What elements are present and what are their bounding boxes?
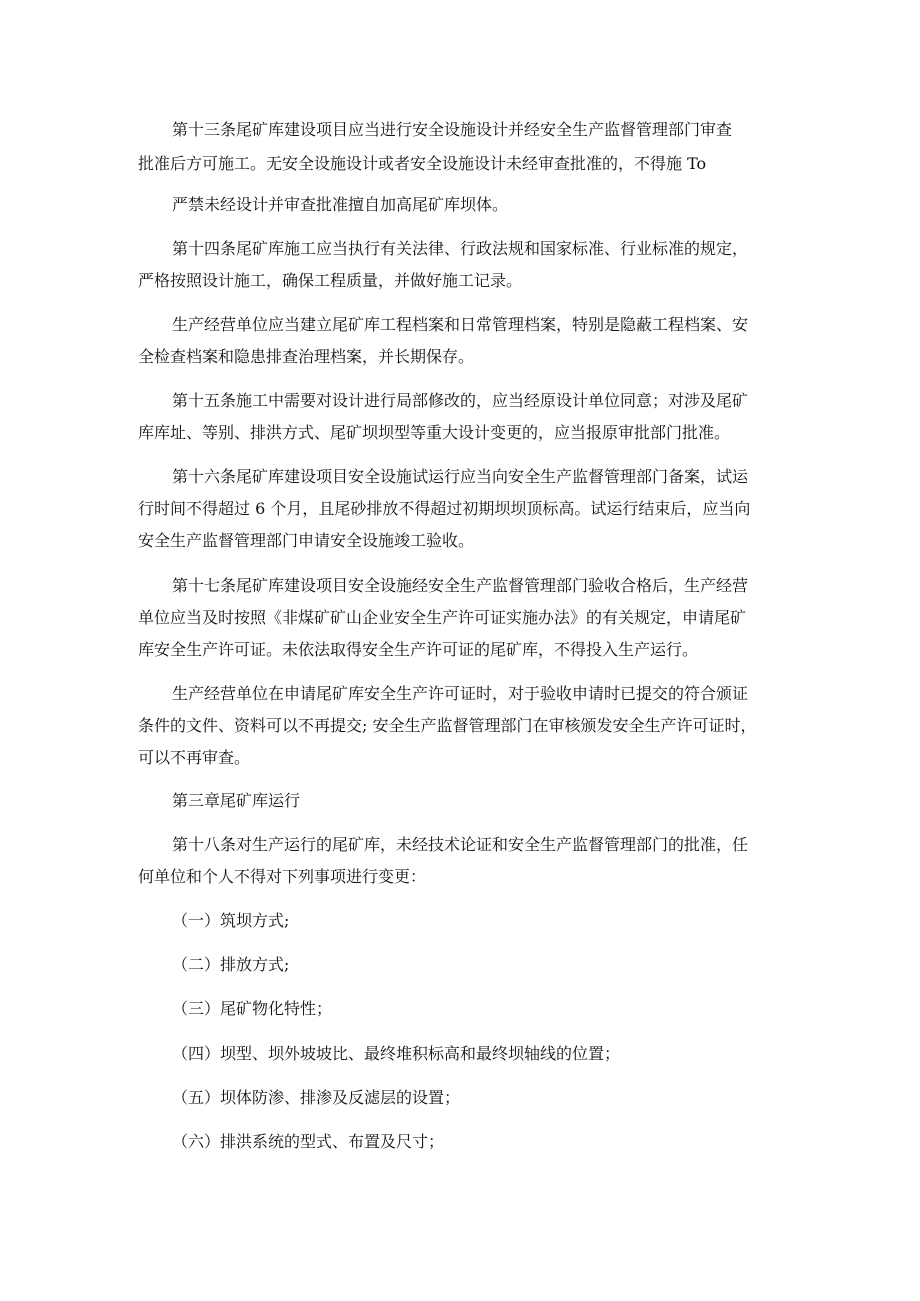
- paragraph-line: 第十七条尾矿库建设项目安全设施经安全生产监督管理部门验收合格后，生产经营: [172, 576, 749, 595]
- chapter-heading: 第三章尾矿库运行: [172, 791, 301, 810]
- paragraph-line: 第十八条对生产运行的尾矿库，未经技术论证和安全生产监督管理部门的批准，任: [172, 835, 749, 854]
- list-item: （三）尾矿物化特性；: [172, 999, 333, 1018]
- list-item: （六）排洪系统的型式、布置及尺寸；: [172, 1132, 445, 1151]
- paragraph-line: 严禁未经设计并审查批准擅自加高尾矿库坝体。: [172, 195, 509, 214]
- paragraph-line: 批准后方可施工。无安全设施设计或者安全设施设计未经审查批准的，不得施 To: [138, 154, 707, 173]
- list-item: （一）筑坝方式;: [172, 911, 290, 930]
- paragraph-line: 何单位和个人不得对下列事项进行变更：: [138, 867, 427, 886]
- paragraph-line: 第十五条施工中需要对设计进行局部修改的，应当经原设计单位同意；对涉及尾矿: [172, 391, 749, 410]
- paragraph-line: 严格按照设计施工，确保工程质量，并做好施工记录。: [138, 271, 523, 290]
- paragraph-line: 库安全生产许可证。未依法取得安全生产许可证的尾矿库，不得投入生产运行。: [138, 640, 699, 659]
- paragraph-line: 安全生产监督管理部门申请安全设施竣工验收。: [138, 531, 475, 550]
- paragraph-line: 可以不再审查。: [138, 748, 251, 767]
- paragraph-line: 单位应当及时按照《非煤矿矿山企业安全生产许可证实施办法》的有关规定，申请尾矿: [138, 608, 747, 627]
- paragraph-line: 条件的文件、资料可以不再提交; 安全生产监督管理部门在审核颁发安全生产许可证时，: [138, 716, 757, 735]
- paragraph-line: 第十三条尾矿库建设项目应当进行安全设施设计并经安全生产监督管理部门审查: [172, 120, 733, 139]
- list-item: （二）排放方式;: [172, 955, 290, 974]
- paragraph-line: 第十四条尾矿库施工应当执行有关法律、行政法规和国家标准、行业标准的规定，: [172, 239, 749, 258]
- list-item: （五）坝体防渗、排渗及反滤层的设置；: [172, 1088, 461, 1107]
- paragraph-line: 行时间不得超过 6 个月，且尾砂排放不得超过初期坝坝顶标高。试运行结束后，应当向: [138, 499, 751, 518]
- paragraph-line: 生产经营单位在申请尾矿库安全生产许可证时，对于验收申请时已提交的符合颁证: [172, 684, 749, 703]
- paragraph-line: 第十六条尾矿库建设项目安全设施试运行应当向安全生产监督管理部门备案，试运: [172, 467, 749, 486]
- paragraph-line: 库库址、等别、排洪方式、尾矿坝坝型等重大设计变更的，应当报原审批部门批准。: [138, 423, 731, 442]
- paragraph-line: 全检查档案和隐患排查治理档案，并长期保存。: [138, 347, 475, 366]
- list-item: （四）坝型、坝外坡坡比、最终堆积标高和最终坝轴线的位置；: [172, 1044, 621, 1063]
- paragraph-line: 生产经营单位应当建立尾矿库工程档案和日常管理档案，特别是隐蔽工程档案、安: [172, 315, 749, 334]
